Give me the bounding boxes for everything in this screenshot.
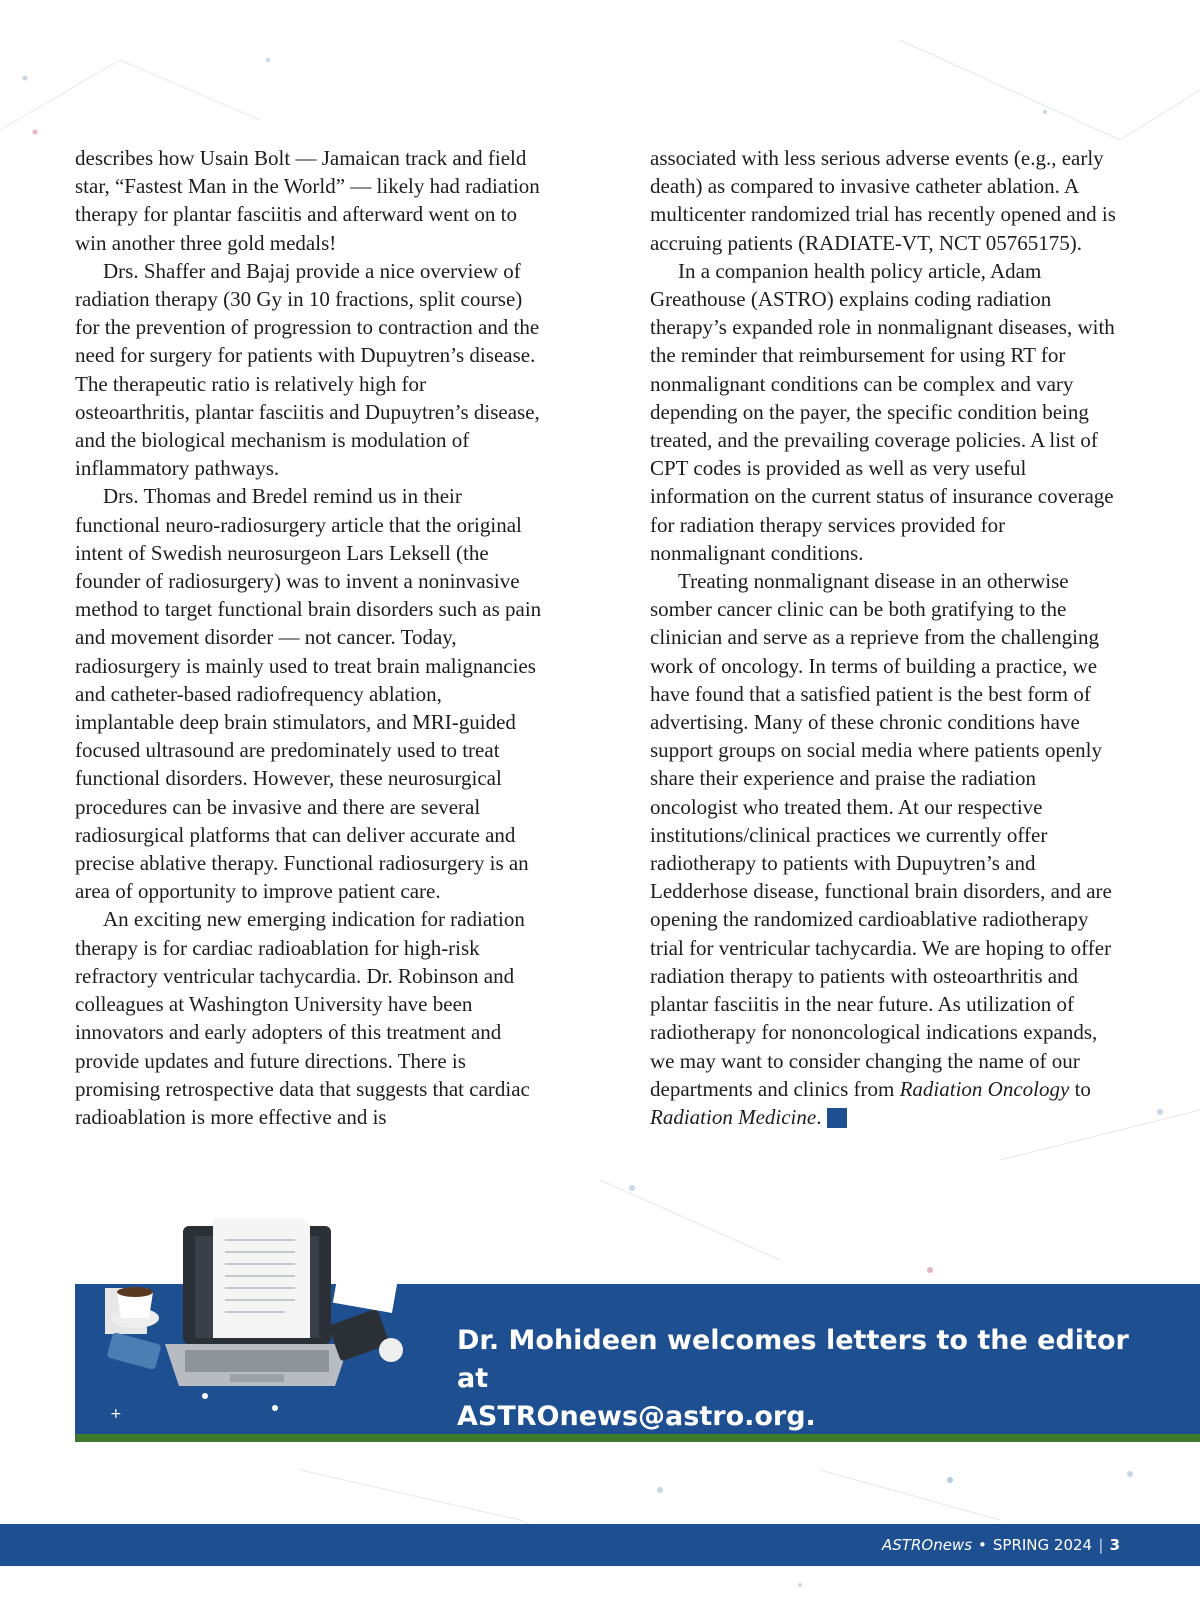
closing-text: Treating nonmalignant disease in an otherwise somber cancer clinic can be both gratifying to the clinician and serve as a reprieve from the challenging work of oncology. In terms of building a practice, we have found that a satisfied patient is the best form of advertising. Many of these chronic conditions have support groups on social media where patients openly share their experience and praise the radiation oncologist who treated them. At our respective institutions/clinical practices we currently offer radiotherapy to patients with Dupuytren’s and Ledderhose disease, functional brain disorders, and are opening the randomized cardioablative radiotherapy trial for ventricular tachycardia. We are hoping to offer radiation therapy to patients with osteoarthritis and plantar fasciitis in the near future. As utilization of radiotherapy for nononcological indications expands, we may want to consider changing the name of our departments and clinics from [650,569,1112,1101]
astro-end-mark-icon: A [827,1108,847,1128]
editor-email-link[interactable]: ASTROnews@astro.org. [457,1401,816,1432]
paragraph-adverse-events: associated with less serious adverse events (e.g., early death) as compared to invasive catheter ablation. A multicenter randomized trial has recently opened and is accruing patients (RADIATE-VT, NCT 05765175). [650,146,1116,255]
paragraph-dupuytren: Drs. Shaffer and Bajaj provide a nice overview of radiation therapy (30 Gy in 10 fractions, split course) for the prevention of progression to contraction and the need for surgery for patients with Dupuytren’s disease. The therapeutic ratio is relatively high for osteoarthritis, plantar fasciitis and Dupuytren’s disease, and the biological mechanism is modulation of inflammatory pathways. [75,258,540,481]
laptop-desk-illustration-icon [95,1218,425,1448]
closing-connector: to [1069,1076,1091,1101]
issue-date: SPRING 2024 [992,1536,1093,1554]
page-number: 3 [1109,1536,1120,1554]
paragraph-closing [650,567,1125,1131]
article-right-column [650,144,1125,1131]
footer-publication-info [882,1533,1120,1557]
paragraph-cardiac-radioablation: An exciting new emerging indication for radiation therapy is for cardiac radioablation for high-risk refractory ventricular tachycardia. Dr. Robinson and colleagues at Washington University have been innovators and early adopters of this treatment and provide updates and future directions. There is promising retrospective data that suggests that cardiac radioablation is more effective and is [75,907,530,1129]
svg-text:+: + [110,1406,122,1422]
publication-name: ASTROnews [882,1536,973,1554]
term-radiation-oncology: Radiation Oncology [899,1076,1070,1101]
term-radiation-medicine: Radiation Medicine [650,1104,817,1129]
letters-invitation [457,1322,1157,1436]
closing-period: . [816,1104,822,1129]
footer-separator: | [1098,1536,1104,1554]
footer-bullet: • [978,1536,987,1554]
paragraph-radiosurgery: Drs. Thomas and Bredel remind us in their functional neuro-radiosurgery article that the original intent of Swedish neurosurgeon Lars Leksell (the founder of radiosurgery) was to invent a noninvasive method to target functional brain disorders such as pain and movement disorder — not cancer. Today, radiosurgery is mainly used to treat brain malignancies and catheter-based radiofrequency ablation, implantable deep brain stimulators, and MRI-guided focused ultrasound are predominately used to treat functional disorders. However, these neurosurgical procedures can be invasive and there are several radiosurgical platforms that can deliver accurate and precise ablative therapy. Functional radiosurgery is an area of opportunity to improve patient care. [75,484,542,904]
banner-line-1: Dr. Mohideen welcomes letters to the editor at [457,1325,1129,1394]
article-left-column [75,144,545,1131]
paragraph-health-policy: In a companion health policy article, Adam Greathouse (ASTRO) explains coding radiation therapy’s expanded role in nonmalignant diseases, with the reminder that reimbursement for using RT for nonmalignant conditions can be complex and vary depending on the payer, the specific condition being treated, and the prevailing coverage policies. A list of CPT codes is provided as well as very useful information on the current status of insurance coverage for radiation therapy services provided for nonmalignant conditions. [650,258,1115,565]
paragraph-usain-bolt: describes how Usain Bolt — Jamaican track and field star, “Fastest Man in the World” — likely had radiation therapy for plantar fasciitis and afterward went on to win another three gold medals! [75,146,540,255]
